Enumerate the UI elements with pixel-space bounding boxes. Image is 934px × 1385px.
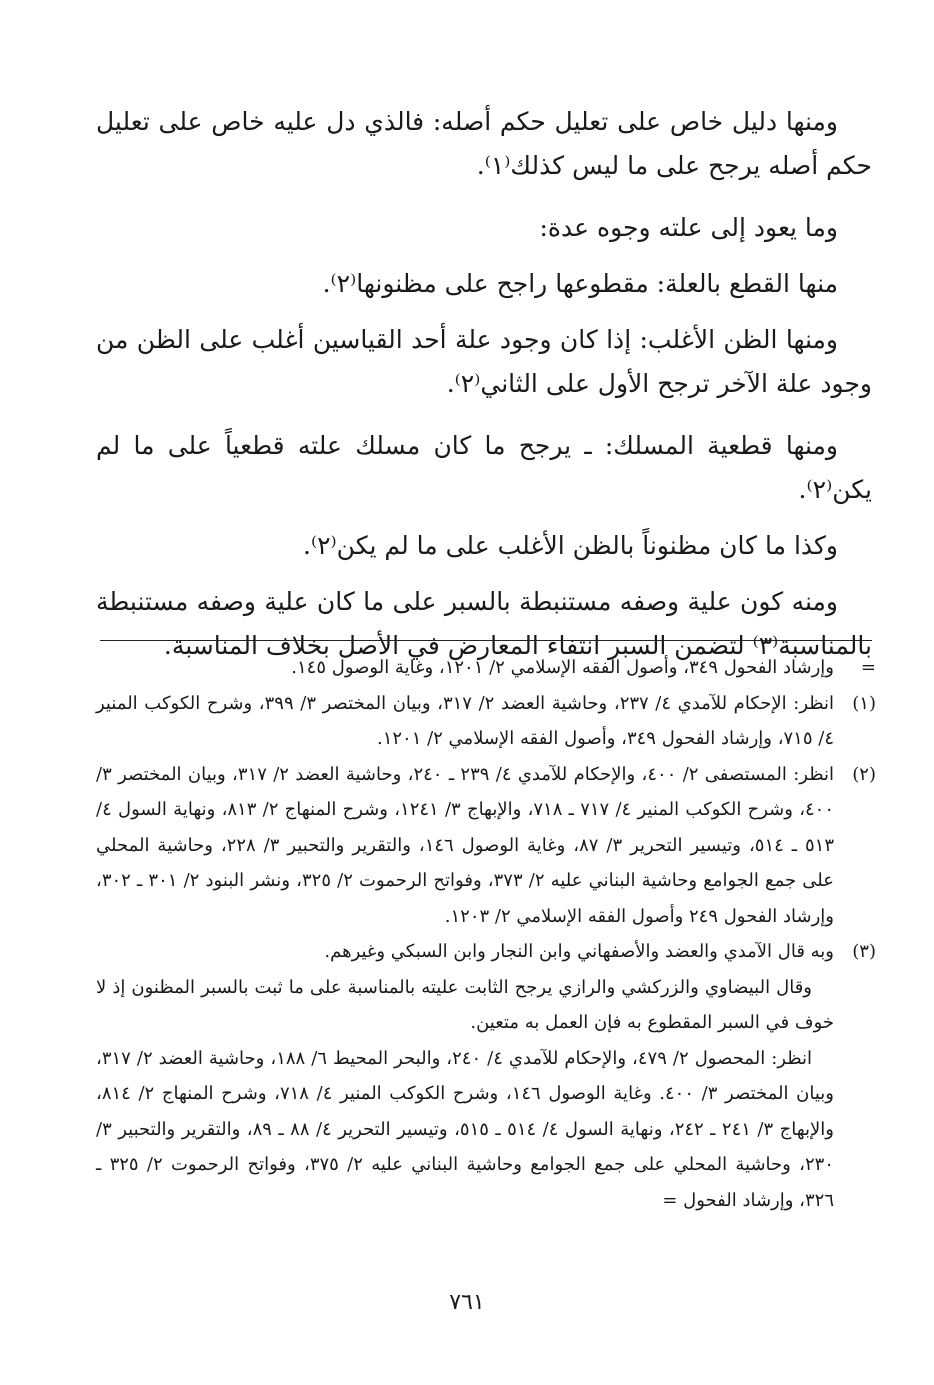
footnote-3 <box>96 934 876 1218</box>
footnote-1 <box>96 686 876 757</box>
paragraph-3: منها القطع بالعلة: مقطوعها راجح على مظنونها⁽٢⁾. <box>322 269 838 298</box>
footnote-3-para-3: انظر: المحصول ٢/ ٤٧٩، والإحكام للآمدي ٤/ ٢٤٠، والبحر المحيط ٦/ ١٨٨، وحاشية العضد ٢/ ٣١٧، وبيان المختصر ٣/ ٤٠٠. وغاية الوصول ١٤٦، وشرح الكوكب المنير ٤/ ٧١٨، وشرح المنهاج ٢/ ٨١٤، والإبهاج ٣/ ٢٤١ ـ ٢٤٢، ونهاية السول ٤/ ٥١٤ ـ ٥١٥، وتيسير التحرير ٤/ ٨٨ ـ ٨٩، والتقرير والتحبير ٣/ ٢٣٠، وحاشية المحلي على جمع الجوامع وحاشية البناني عليه ٢/ ٣٧٥، وفواتح الرحموت ٢/ ٣٢٥ ـ ٣٢٦، وإرشاد الفحول = <box>96 1047 834 1211</box>
footnotes <box>96 650 876 1218</box>
paragraph-2: وما يعود إلى علته وجوه عدة: <box>539 213 838 242</box>
footnote-3-number: (٣) <box>852 941 876 962</box>
footnote-3-para-2: وقال البيضاوي والزركشي والرازي يرجح الثابت عليته بالمناسبة على ما ثبت بالسبر المظنون إذ لا خوف في السبر المقطوع به فإن العمل به متعين. <box>96 976 834 1033</box>
paragraph-7: ومنه كون علية وصفه مستنبطة بالسبر على ما كان علية وصفه مستنبطة بالمناسبة⁽٣⁾ لتضمن السبر انتفاء المعارض في الأصل بخلاف المناسبة. <box>96 587 872 660</box>
main-text <box>96 100 872 686</box>
footnote-2 <box>96 757 876 935</box>
paragraph-5: ومنها قطعية المسلك: ـ يرجح ما كان مسلك علته قطعياً على ما لم يكن⁽٢⁾. <box>96 431 872 504</box>
footnote-continuation <box>96 650 876 686</box>
page-number: ٧٦١ <box>449 1290 485 1315</box>
footnote-continuation-marker: = <box>860 657 876 678</box>
footnote-2-number: (٢) <box>852 763 876 785</box>
footnote-3-para-1: وبه قال الآمدي والعضد والأصفهاني وابن النجار وابن السبكي وغيرهم. <box>324 941 834 962</box>
paragraph-4: ومنها الظن الأغلب: إذا كان وجود علة أحد القياسين أغلب على الظن من وجود علة الآخر ترجح الأول على الثاني⁽٢⁾. <box>96 325 872 398</box>
footnote-3-body <box>96 934 834 1218</box>
footnote-separator <box>100 640 872 641</box>
footnote-1-text: انظر: الإحكام للآمدي ٤/ ٢٣٧، وحاشية العضد ٢/ ٣١٧، وبيان المختصر ٣/ ٣٩٩، وشرح الكوكب المنير ٤/ ٧١٥، وإرشاد الفحول ٣٤٩، وأصول الفقه الإسلامي ٢/ ١٢٠١. <box>96 692 835 749</box>
footnote-1-number: (١) <box>852 692 876 714</box>
footnote-2-text: انظر: المستصفى ٢/ ٤٠٠، والإحكام للآمدي ٤/ ٢٣٩ ـ ٢٤٠، وحاشية العضد ٢/ ٣١٧، وبيان المختصر ٣/ ٤٠٠، وشرح الكوكب المنير ٤/ ٧١٧ ـ ٧١٨، والإبهاج ٣/ ١٢٤١، وشرح المنهاج ٢/ ٨١٣، ونهاية السول ٤/ ٥١٣ ـ ٥١٤، وتيسير التحرير ٣/ ٨٧، وغاية الوصول ١٤٦، والتقرير والتحبير ٣/ ٢٢٨، وحاشية المحلي على جمع الجوامع وحاشية البناني عليه ٢/ ٣٧٣، وفواتح الرحموت ٢/ ٣٢٥، ونشر البنود ٢/ ٣٠١ ـ ٣٠٢، وإرشاد الفحول ٢٤٩ وأصول الفقه الإسلامي ٢/ ١٢٠٣. <box>96 763 835 927</box>
paragraph-6: وكذا ما كان مظنوناً بالظن الأغلب على ما لم يكن⁽٢⁾. <box>303 531 838 560</box>
footnote-continuation-text: وإرشاد الفحول ٣٤٩، وأصول الفقه الإسلامي ٢/ ١٢٠١، وغاية الوصول ١٤٥. <box>291 657 834 678</box>
paragraph-1: ومنها دليل خاص على تعليل حكم أصله: فالذي دل عليه خاص على تعليل حكم أصله يرجح على ما ليس كذلك⁽١⁾. <box>96 107 872 180</box>
